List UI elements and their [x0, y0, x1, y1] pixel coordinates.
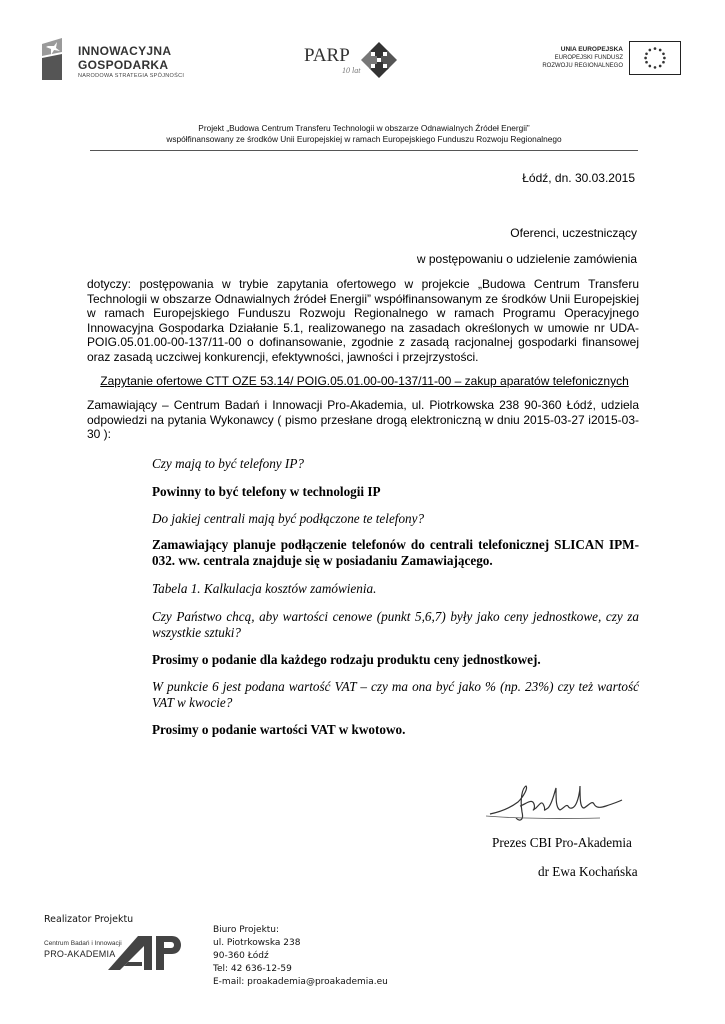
office-email: E-mail: proakademia@proakademia.eu — [213, 977, 388, 987]
office-city: 90-360 Łódź — [213, 951, 269, 961]
project-implementer-label: Realizator Projektu — [44, 914, 134, 925]
addressee-line1: Oferenci, uczestniczący — [510, 226, 637, 240]
logo-text-line1: INNOWACYJNA — [78, 44, 172, 58]
regarding-paragraph: dotyczy: postępowania w trybie zapytania ofertowego w projekcie „Budowa Centrum Transferu Technologii w obszarze Odnawialnych źródeł Energii” współfinansowanym ze środków Unii Europejskiej w ramach Europejskiego Funduszu Rozwoju Regionalnego w ramach Programu Operacyjnego Innowacyjna Gospodarka Działanie 5.1, realizowanego na zasadach określonych w umowie nr UDA-POIG.05.01.00-00-137/11-00 o dofinansowanie, zgodnie z zasadą racjonalnej gospodarki finansowej oraz zasadą uczciwej konkurencji, efektywności, jawności i przejrzystości. — [87, 277, 639, 364]
answer-2: Zamawiający planuje podłączenie telefonów do centrali telefonicznej SLICAN IPM-032. ww. centrala znajduje się w posiadaniu Zamawiającego. — [152, 537, 639, 568]
table-caption: Tabela 1. Kalkulacja kosztów zamówienia. — [152, 581, 377, 596]
eu-logo-text-line3: ROZWOJU REGIONALNEGO — [542, 63, 623, 69]
parp-logo — [304, 40, 404, 82]
intro-paragraph: Zamawiający – Centrum Badań i Innowacji Pro-Akademia, ul. Piotrkowska 238 90-360 Łódź, udziela odpowiedzi na pytania Wykonawcy ( pismo przesłane drogą elektroniczną w dniu 2015-03-27 i2015-03-30 ): — [87, 398, 639, 442]
eu-flag-icon — [629, 41, 681, 75]
parp-logo-subtext: 10 lat — [342, 66, 361, 75]
project-title-line2: współfinansowany ze środków Unii Europejskiej w ramach Europejskiego Funduszu Rozwoju Regionalnego — [166, 134, 562, 144]
office-phone: Tel: 42 636-12-59 — [213, 964, 292, 974]
signature-title: Prezes CBI Pro-Akademia — [492, 835, 632, 850]
addressee-line2: w postępowaniu o udzielenie zamówienia — [416, 252, 637, 266]
answer-4: Prosimy o podanie wartości VAT w kwotowo. — [152, 722, 406, 737]
innowacyjna-gospodarka-logo — [40, 36, 190, 86]
project-title-line1: Projekt „Budowa Centrum Transferu Technologii w obszarze Odnawialnych Źródeł Energii” — [198, 123, 530, 133]
innowacyjna-gospodarka-emblem-icon — [40, 38, 70, 80]
question-1: Czy mają to być telefony IP? — [152, 456, 304, 471]
logo-text-line2: GOSPODARKA — [78, 58, 169, 72]
eu-logo-text-line1: UNIA EUROPEJSKA — [560, 46, 623, 53]
eu-logo-text-line2: EUROPEJSKI FUNDUSZ — [554, 55, 623, 61]
project-office-contact — [213, 924, 388, 989]
implementer-name-line2: PRO-AKADEMIA — [44, 949, 116, 959]
header-divider — [90, 150, 638, 151]
question-2: Do jakiej centrali mają być podłączone te telefony? — [152, 511, 425, 526]
handwritten-signature — [480, 778, 630, 828]
answer-3: Prosimy o podanie dla każdego rodzaju produktu ceny jednostkowej. — [152, 652, 541, 667]
question-3: Czy Państwo chcą, aby wartości cenowe (punkt 5,6,7) były jako ceny jednostkowe, czy za wszystkie sztuki? — [152, 609, 639, 640]
letter-date: Łódź, dn. 30.03.2015 — [522, 171, 635, 185]
question-4: W punkcie 6 jest podana wartość VAT – czy ma ona być jako % (np. 23%) czy też wartość VAT w kwocie? — [152, 679, 639, 710]
logo-text-line3: NARODOWA STRATEGIA SPÓJNOŚCI — [78, 73, 185, 79]
signature-name: dr Ewa Kochańska — [538, 864, 638, 879]
parp-logo-text: PARP — [304, 45, 350, 66]
parp-arrows-icon — [359, 40, 399, 80]
office-title: Biuro Projektu: — [213, 925, 280, 935]
pro-akademia-ap-logo — [108, 936, 186, 970]
eu-logo — [535, 41, 681, 77]
implementer-name-line1: Centrum Badań i Innowacji — [44, 940, 122, 947]
subject-line: Zapytanie ofertowe CTT OZE 53.14/ POIG.05.01.00-00-137/11-00 – zakup aparatów telefonicznych — [100, 374, 629, 388]
office-street: ul. Piotrkowska 238 — [213, 938, 301, 948]
answer-1: Powinny to być telefony w technologii IP — [152, 484, 381, 499]
